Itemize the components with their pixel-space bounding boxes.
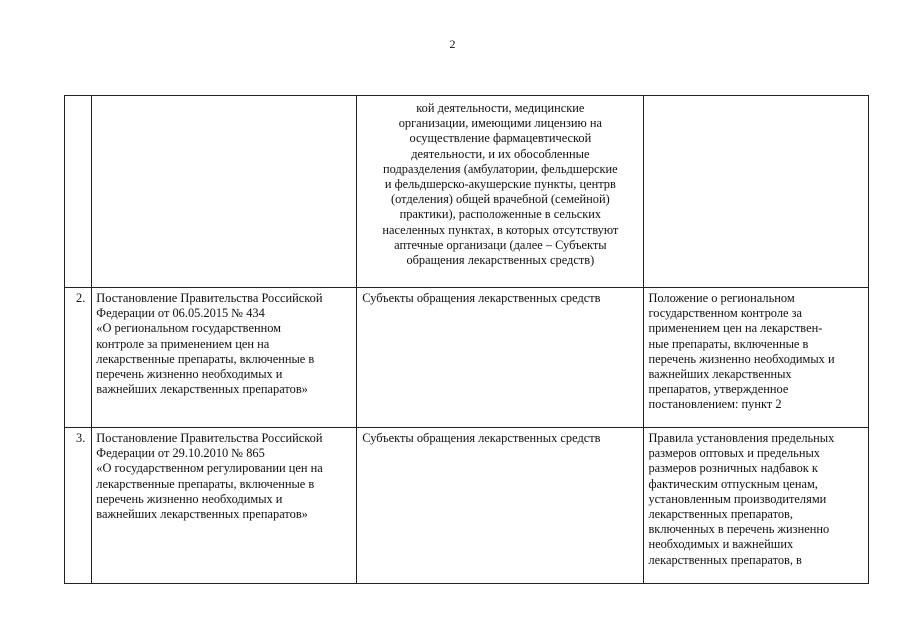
requirements-cell bbox=[644, 288, 869, 428]
row-number: 2. bbox=[76, 291, 86, 305]
table-row bbox=[65, 428, 869, 584]
subjects-text: кой деятельности, медицинские организации, имеющими лицензию на осуществление фармацевтической деятельности, и их обособленные подразделения (амбулатории, фельдшерские и фельдшерско-акушерские пункты, центрв (отделения) общей врачебной (семейной) практики), расположенные в сельских населенных пунктах, в которых отсутствуют аптечные организаци (далее – Субъекты обращения лекарственных средств) bbox=[382, 101, 619, 268]
row-number-cell bbox=[65, 428, 92, 584]
table-row bbox=[65, 288, 869, 428]
subjects-cell bbox=[357, 288, 644, 428]
subjects-text: Субъекты обращения лекарственных средств bbox=[362, 291, 601, 305]
requirements-text bbox=[644, 96, 868, 99]
row-number-cell bbox=[65, 96, 92, 288]
requirements-text: Правила установления предельных размеров оптовых и предельных размеров розничных надбавок к фактическим отпускным ценам, установленным производителями лекарственных препаратов, включенных в перечень жизненно необходимых и важнейших лекарственных препаратов, в bbox=[648, 431, 835, 567]
legal-act-text: Постановление Правительства Российской Федерации от 06.05.2015 № 434 «О региональном государственном контроле за применением цен на лекарственные препараты, включенные в перечень жизненно необходимых и важнейших лекарственных препаратов» bbox=[96, 291, 323, 397]
legal-act-text: Постановление Правительства Российской Федерации от 29.10.2010 № 865 «О государственном регулировании цен на лекарственные препараты, включенные в перечень жизненно необходимых и важнейших лекарственных препаратов» bbox=[96, 431, 323, 522]
requirements-cell bbox=[644, 428, 869, 584]
legal-act-cell bbox=[92, 96, 357, 288]
row-number-cell bbox=[65, 288, 92, 428]
subjects-cell bbox=[357, 428, 644, 584]
row-number: 3. bbox=[76, 431, 86, 445]
legal-act-cell bbox=[92, 288, 357, 428]
page-number: 2 bbox=[449, 37, 456, 51]
subjects-cell bbox=[357, 96, 644, 288]
requirements-cell bbox=[644, 96, 869, 288]
regulatory-acts-table bbox=[64, 95, 869, 584]
requirements-text: Положение о региональном государственном контроле за применением цен на лекарствен- ные препараты, включенные в перечень жизненно необходимых и важнейших лекарственных препаратов, утвержденное постановлением: пункт 2 bbox=[648, 291, 835, 412]
legal-act-text bbox=[92, 96, 356, 99]
legal-act-cell bbox=[92, 428, 357, 584]
subjects-text: Субъекты обращения лекарственных средств bbox=[362, 431, 601, 445]
table-row bbox=[65, 96, 869, 288]
row-number bbox=[65, 96, 91, 99]
